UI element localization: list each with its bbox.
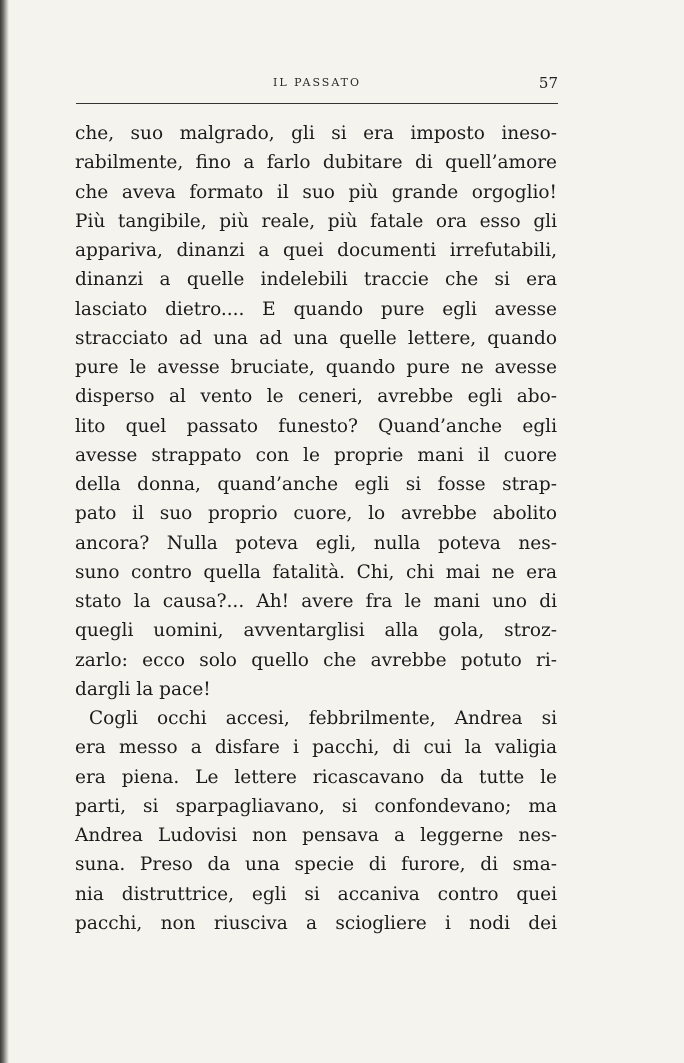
text-line: appariva, dinanzi a quei documenti irrefutabili, [75, 240, 557, 261]
page-header [76, 74, 558, 100]
text-line: era piena. Le lettere ricascavano da tutte le [75, 766, 557, 788]
text-line: parti, si sparpagliavano, si confondevano; ma [75, 795, 557, 817]
text-line: suna. Preso da una specie di furore, di sma- [75, 854, 557, 876]
text-line: suno contro quella fatalità. Chi, chi mai ne era [75, 561, 557, 583]
running-title: IL PASSATO [272, 76, 362, 89]
header-rule [76, 103, 558, 104]
text-line: lasciato dietro.... E quando pure egli avesse [75, 298, 557, 320]
text-line: dinanzi a quelle indelebili traccie che si era [75, 269, 557, 291]
text-line: rabilmente, fino a farlo dubitare di quell’amore [75, 152, 557, 174]
text-line: stato la causa?... Ah! avere fra le mani uno di [75, 591, 557, 612]
page-number: 57 [538, 74, 558, 92]
text-line: era messo a disfare i pacchi, di cui la valigia [75, 737, 557, 759]
text-line: zarlo: ecco solo quello che avrebbe potuto ri- [75, 649, 557, 671]
text-line: lito quel passato funesto? Quand’anche egli [75, 415, 557, 437]
body-text [75, 119, 557, 938]
text-line: avesse strappato con le proprie mani il cuore [75, 444, 557, 466]
text-line: stracciato ad una ad una quelle lettere, quando [75, 327, 557, 349]
paragraph-start-line: Cogli occhi accesi, febbrilmente, Andrea si [89, 708, 557, 729]
text-line: ancora? Nulla poteva egli, nulla poteva nes- [75, 532, 557, 554]
text-line: quegli uomini, avventarglisi alla gola, stroz- [75, 620, 557, 642]
text-line: della donna, quand’anche egli si fosse strap- [75, 474, 557, 495]
text-line: Più tangibile, più reale, più fatale ora esso gli [75, 210, 557, 232]
text-line: disperso al vento le ceneri, avrebbe egli abo- [75, 386, 557, 408]
paragraph-end-line: dargli la pace! [75, 678, 211, 700]
text-line: pure le avesse bruciate, quando pure ne avesse [75, 357, 557, 378]
text-line: che aveva formato il suo più grande orgoglio! [75, 181, 557, 203]
text-line: che, suo malgrado, gli si era imposto ineso- [75, 123, 557, 144]
binding-shadow [0, 0, 9, 1063]
text-line: Andrea Ludovisi non pensava a leggerne nes- [75, 825, 557, 846]
text-line: nia distruttrice, egli si accaniva contro quei [75, 883, 557, 905]
text-line: pato il suo proprio cuore, lo avrebbe abolito [75, 503, 557, 525]
text-line: pacchi, non riusciva a sciogliere i nodi dei [75, 912, 557, 934]
